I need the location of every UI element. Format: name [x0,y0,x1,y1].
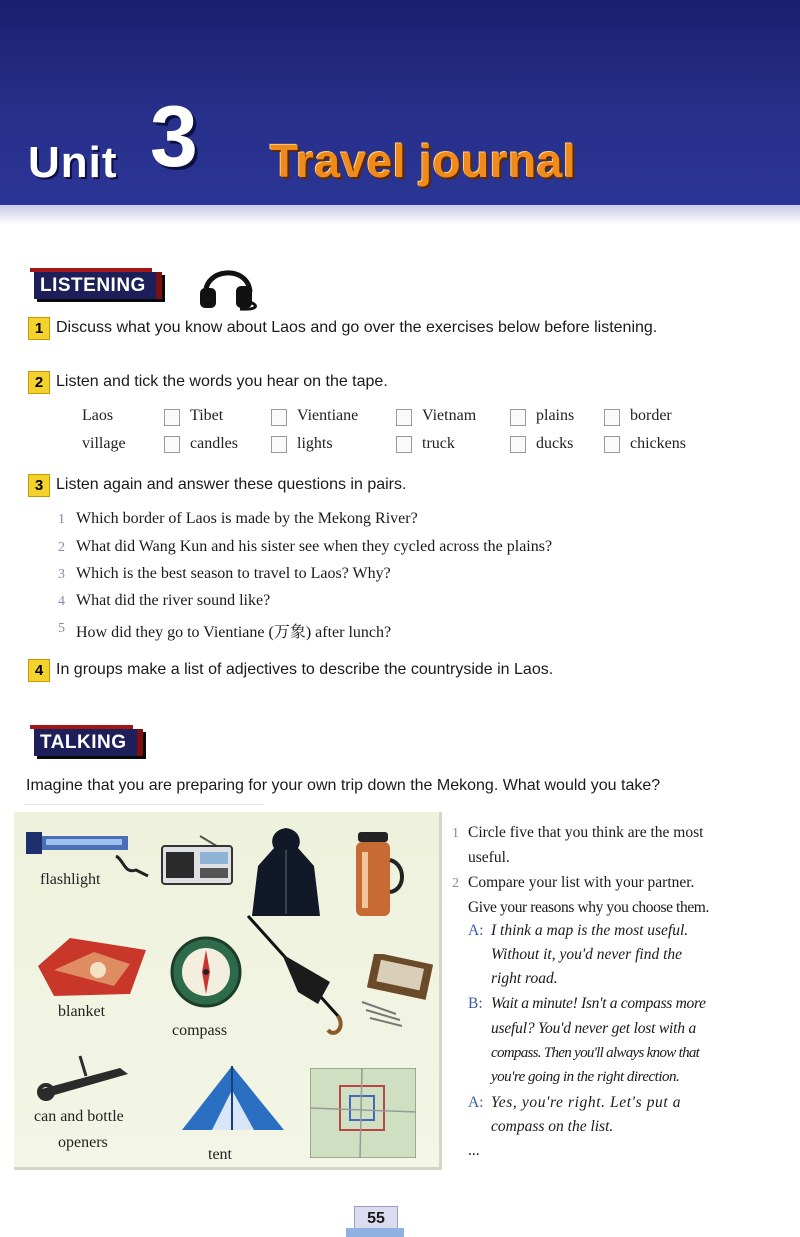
question-number: 3 [58,567,65,582]
exercise-1-text: Discuss what you know about Laos and go over the exercises below before listening. [56,319,658,336]
question-text: Which is the best season to travel to Laos? Why? [76,565,391,582]
dialogue-line: compass. Then you'll always know that [491,1045,700,1061]
task-number: 2 [452,876,459,891]
exercise-2-text: Listen and tick the words you hear on the tape. [56,373,388,390]
exercise-4-text: In groups make a list of adjectives to describe the countryside in Laos. [56,661,554,678]
unit-title: Travel journal [270,135,577,187]
word-chickens: chickens [630,435,686,452]
speaker-a: A: [468,922,484,939]
tent-label: tent [208,1146,232,1163]
blanket-label: blanket [58,1003,106,1020]
openers-label-line2: openers [58,1134,108,1151]
dialogue-line: useful? You'd never get lost with a [491,1020,696,1037]
speaker-b: B: [468,995,483,1012]
tick-box-lights[interactable] [271,436,287,453]
tick-box-plains[interactable] [510,409,526,426]
compass-icon [168,934,244,1010]
question-number: 2 [58,540,65,555]
tick-box-ducks[interactable] [510,436,526,453]
unit-word: Unit [28,138,118,187]
exercise-2-number: 2 [28,371,50,394]
question-number: 5 [58,621,65,636]
matches-icon [356,954,434,1030]
tick-box-border[interactable] [604,409,620,426]
compass-label: compass [172,1022,228,1039]
bottle-opener-icon [34,1052,134,1102]
dialogue-line: you're going in the right direction. [491,1069,680,1085]
umbrella-icon [242,912,362,1042]
dialogue-line: Without it, you'd never find the [491,946,683,963]
blanket-icon [34,930,150,1000]
banner-fade [0,205,800,225]
word-candles: candles [190,435,238,452]
question-number: 1 [58,512,65,527]
question-text: Which border of Laos is made by the Mekong River? [76,510,418,527]
flashlight-label: flashlight [40,871,101,888]
word-laos: Laos [82,407,114,424]
speaker-a: A: [468,1094,484,1111]
map-icon [310,1068,416,1158]
radio-icon [160,834,234,886]
question-text: How did they go to Vientiane (万象) after lunch? [76,624,392,641]
question-text: What did Wang Kun and his sister see when they cycled across the plains? [76,538,553,555]
divider [24,804,264,805]
jacket-icon [250,826,322,922]
word-lights: lights [297,435,333,452]
thermos-icon [348,830,406,920]
dialogue-line: Yes, you're right. Let's put a [491,1094,682,1111]
word-vientiane: Vientiane [297,407,359,424]
openers-label-line1: can and bottle [34,1108,124,1125]
dialogue-line: I think a map is the most useful. [491,922,689,939]
headphones-icon [196,262,262,312]
word-ducks: ducks [536,435,574,452]
page-number: 55 [354,1206,398,1232]
tick-box-vientiane[interactable] [271,409,287,426]
word-vietnam: Vietnam [422,407,477,424]
talking-label: TALKING [34,729,143,756]
word-truck: truck [422,435,455,452]
dialogue-line: compass on the list. [491,1118,614,1135]
tick-box-candles[interactable] [164,436,180,453]
question-text: What did the river sound like? [76,592,271,609]
tick-box-chickens[interactable] [604,436,620,453]
task-2-line2: Give your reasons why you choose them. [468,899,709,916]
question-number: 4 [58,594,65,609]
page-number-bar [346,1228,404,1237]
talking-intro: Imagine that you are preparing for your own trip down the Mekong. What would you take? [26,777,661,794]
tick-box-tibet[interactable] [164,409,180,426]
task-number: 1 [452,826,459,841]
word-tibet: Tibet [190,407,224,424]
dialogue-line: Wait a minute! Isn't a compass more [491,995,706,1012]
exercise-3-number: 3 [28,474,50,497]
exercise-4-number: 4 [28,659,50,682]
listening-label: LISTENING [34,272,162,299]
unit-number: 3 [150,89,198,185]
task-1-line1: Circle five that you think are the most [468,824,704,841]
word-village: village [82,435,126,452]
word-border: border [630,407,672,424]
word-plains: plains [536,407,575,424]
task-2-line1: Compare your list with your partner. [468,874,695,891]
tick-box-vietnam[interactable] [396,409,412,426]
tent-icon [176,1060,290,1142]
exercise-1-number: 1 [28,317,50,340]
dialogue-line: right road. [491,970,558,987]
task-1-line2: useful. [468,849,510,866]
ellipsis: ... [468,1142,480,1159]
exercise-3-text: Listen again and answer these questions in pairs. [56,476,407,493]
tick-box-truck[interactable] [396,436,412,453]
